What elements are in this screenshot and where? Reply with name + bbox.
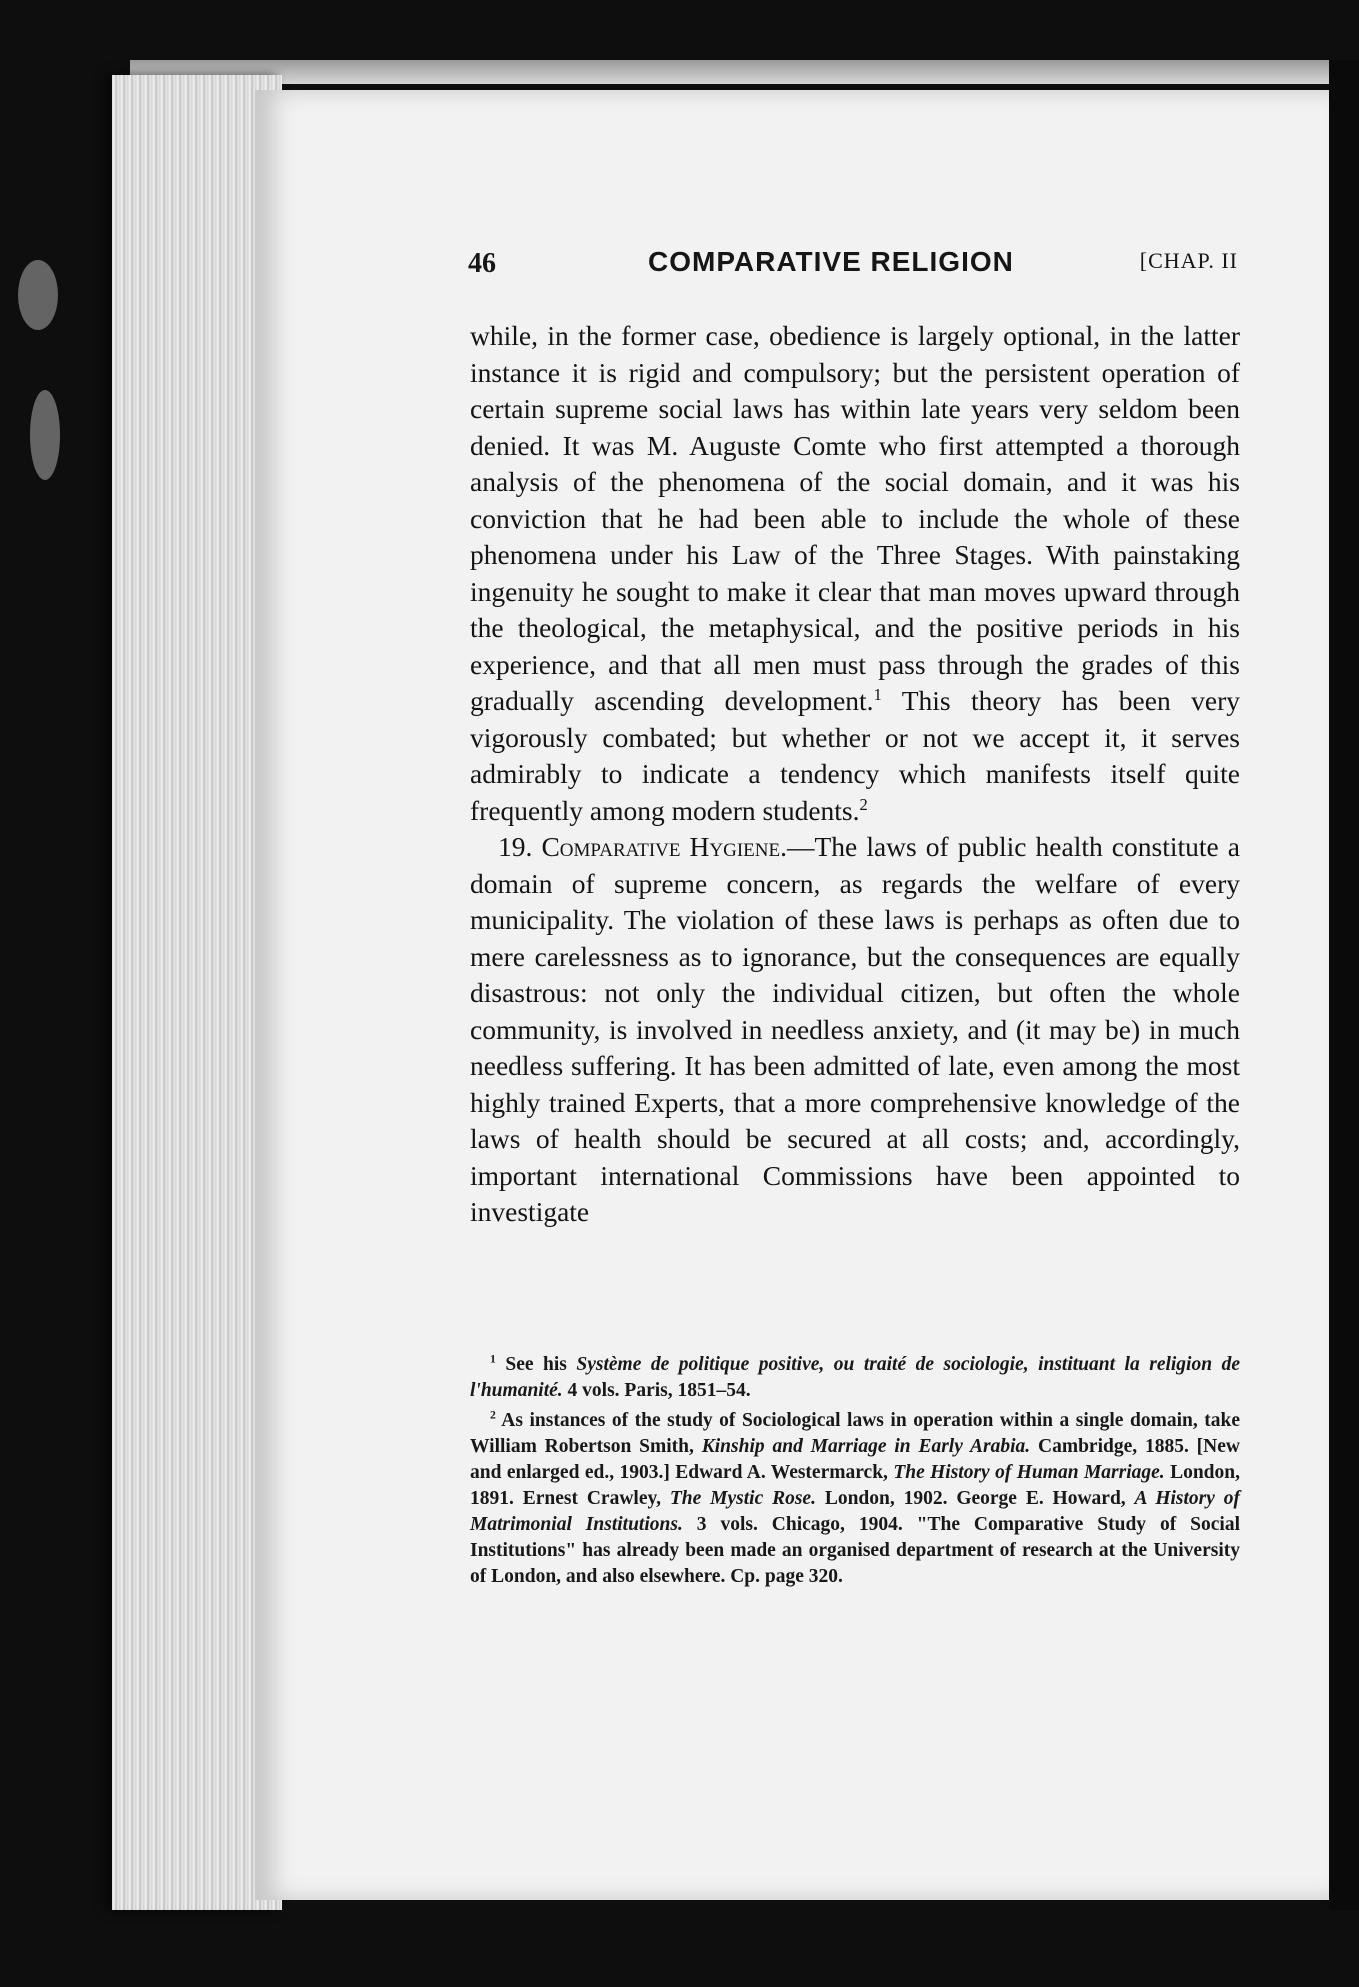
paragraph-1-continuation: This theory has been very vigorously combated; but whether or not we accept it, it serves admirably to indicate a tendency which manifests itself quite frequently among modern students.	[470, 685, 1240, 826]
footnote-2-mid-2: London, 1891. Ernest Crawley,	[470, 1462, 1240, 1509]
footnote-2-title-1: Kinship and Marriage in Early Arabia.	[701, 1436, 1031, 1457]
paragraph-2-text: —The laws of public health constitute a domain of supreme concern, as regards the welfare of every municipality. The violation of these laws is perhaps as often due to mere carelessness as to ignorance, but the consequences are equally disastrous: not only the individual citizen, but often the whole community, is involved in needless anxiety, and (it may be) in much needless suffering. It has been admitted of late, even among the most highly trained Experts, that a more comprehensive knowledge of the laws of health should be secured at all costs; and, accordingly, important international Commissions have been appointed to investigate	[470, 831, 1240, 1227]
paragraph-1-text: while, in the former case, obedience is largely optional, in the latter instance it is rigid and compulsory; but the persistent operation of certain supreme social laws has within late years very seldom been denied. It was M. Auguste Comte who first attempted a thorough analysis of the phenomena of the social domain, and it was his conviction that he had been able to include the whole of these phenomena under his Law of the Three Stages. With painstaking ingenuity he sought to make it clear that man moves upward through the theological, the metaphysical, and the positive periods in his experience, and that all men must pass through the grades of this gradually ascending development.	[470, 320, 1240, 716]
right-gutter-shadow	[1329, 60, 1359, 1910]
footnotes	[470, 1352, 1240, 1594]
footnote-2-mid-3: London, 1902. George E. Howard,	[815, 1488, 1135, 1509]
page-number: 46	[468, 248, 496, 279]
footnote-2-title-4: A History of Matrimonial Institutions.	[470, 1488, 1241, 1535]
main-text	[470, 318, 1240, 1231]
footnote-1-post: 4 vols. Paris, 1851–54.	[562, 1380, 751, 1401]
footnote-1-title: Système de politique positive, ou traité de sociologie, instituant la religion de l'humanité.	[470, 1354, 1240, 1401]
book-top-edge	[130, 60, 1345, 84]
running-title: COMPARATIVE RELIGION	[648, 246, 1014, 277]
footnote-2-title-3: The Mystic Rose.	[669, 1488, 816, 1509]
section-number: 19.	[498, 831, 533, 862]
footnote-2	[470, 1408, 1240, 1590]
page-header	[468, 244, 1238, 284]
footnote-1-marker: 1	[490, 1352, 496, 1366]
scan-speck	[30, 390, 60, 480]
chapter-reference: [CHAP. II	[1139, 248, 1238, 273]
paragraph-1	[470, 318, 1240, 829]
section-heading: Comparative Hygiene.	[541, 831, 787, 862]
footnote-2-mid-1: Cambridge, 1885. [New and enlarged ed., 1903.] Edward A. Westermarck,	[470, 1436, 1240, 1483]
footnote-1-pre: See his	[505, 1354, 577, 1375]
footnote-2-title-2: The History of Human Marriage.	[893, 1462, 1165, 1483]
scan-speck	[18, 260, 58, 330]
footnote-ref-2: 2	[859, 794, 868, 814]
footnote-1	[470, 1352, 1240, 1404]
footnote-2-marker: 2	[490, 1408, 496, 1422]
paragraph-2	[470, 829, 1240, 1231]
footnote-2-pre: As instances of the study of Sociological laws in operation within a single domain, take William Robertson Smith,	[470, 1410, 1240, 1457]
footnote-2-post: 3 vols. Chicago, 1904. "The Comparative Study of Social Institutions" has already been made an organised department of research at the University of London, and also elsewhere. Cp. page 320.	[470, 1514, 1240, 1587]
footnote-ref-1: 1	[873, 684, 882, 704]
